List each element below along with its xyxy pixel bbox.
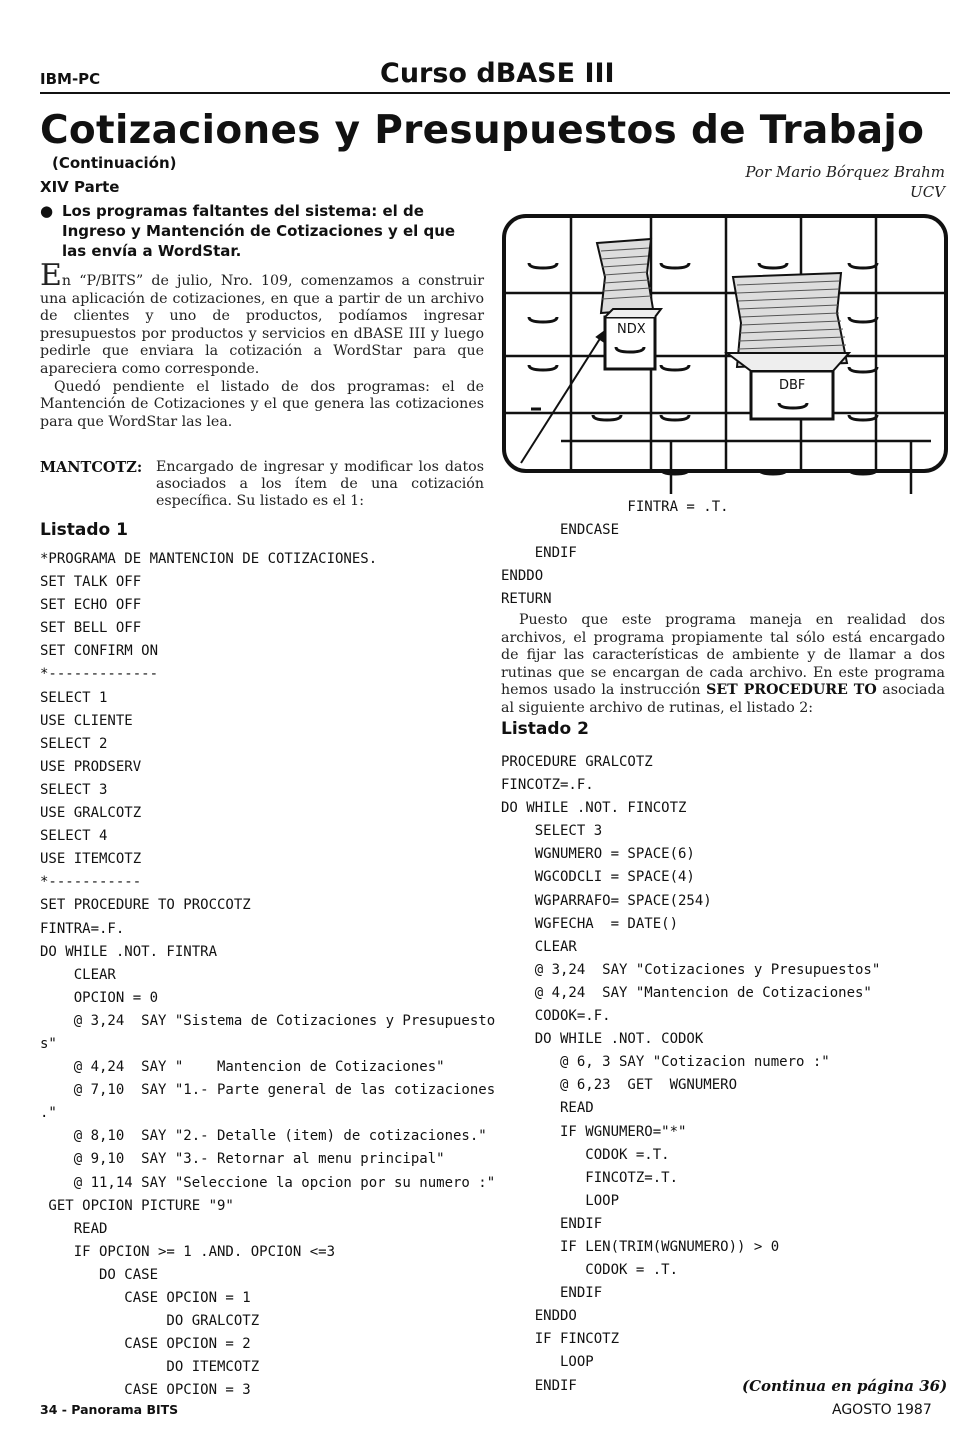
author-name: Por Mario Bórquez Brahm bbox=[745, 163, 945, 181]
article-title: Cotizaciones y Presupuestos de Trabajo bbox=[40, 108, 925, 153]
footer-page-label: 34 - Panorama BITS bbox=[40, 1402, 179, 1417]
listado-1-heading: Listado 1 bbox=[40, 520, 128, 540]
author-affiliation: UCV bbox=[910, 183, 945, 201]
intro-text bbox=[40, 258, 484, 431]
mantcotz-description: Encargado de ingresar y modificar los datos asociados a los ítem de una cotización específica. Su listado es el 1: bbox=[156, 459, 484, 509]
file-cabinet-illustration bbox=[501, 213, 949, 494]
summary-bullet bbox=[40, 201, 484, 261]
series-title: Curso dBASE III bbox=[380, 58, 615, 89]
listado-1-code: *PROGRAMA DE MANTENCION DE COTIZACIONES. SET TALK OFF SET ECHO OFF SET BELL OFF SET CONFIRM ON *------------- SELECT 1 USE CLIENTE SELECT 2 USE PRODSERV SELECT 3 USE GRALCOTZ SELECT 4 USE ITEMCOTZ *----------- SET PROCEDURE TO PROCCOTZ FINTRA=.F. DO WHILE .NOT. FINTRA CLEAR OPCION = 0 @ 3,24 SAY "Sistema de Cotizaciones y Presupuesto s" @ 4,24 SAY " Mantencion de Cotizaciones" @ 7,10 SAY "1.- Parte general de las cotizaciones ." @ 8,10 SAY "2.- Detalle (item) de cotizaciones." @ 9,10 SAY "3.- Retornar al menu principal" @ 11,14 SAY "Seleccione la opcion por su numero :" GET OPCION PICTURE "9" READ IF OPCION >= 1 .AND. OPCION <=3 DO CASE CASE OPCION = 1 DO GRALCOTZ CASE OPCION = 2 DO ITEMCOTZ CASE OPCION = 3 bbox=[40, 551, 496, 1399]
listado-2-heading: Listado 2 bbox=[501, 719, 589, 739]
drop-cap: E bbox=[40, 258, 62, 293]
section-label: IBM-PC bbox=[40, 70, 101, 88]
intro-paragraph-1-text: n “P/BITS” de julio, Nro. 109, comenzamos a construir una aplicación de cotizaciones, en que a partir de un archivo de clientes y uno de productos, podíamos ingresar presupuestos por productos y servicios en dBASE III y luego pedirle que enviara la cotización a WordStar para que apareciera como corresponde. bbox=[40, 273, 484, 377]
part-label: XIV Parte bbox=[40, 178, 120, 196]
listado-1-code-continued: FINTRA = .T. ENDCASE ENDIF ENDDO RETURN bbox=[501, 499, 729, 608]
summary-text: Los programas faltantes del sistema: el de Ingreso y Mantención de Cotizaciones y el que las envía a WordStar. bbox=[62, 202, 456, 260]
body-paragraph-procedure-pre: Puesto que este programa maneja en realidad dos archivos, el programa propiamente tal sólo está encargado de fijar las características de ambiente y de llamar a dos rutinas que se encargan de cada archivo. En este programa hemos usado la instrucción bbox=[501, 612, 945, 698]
dbf-label: DBF bbox=[779, 378, 806, 393]
author-byline bbox=[700, 162, 945, 202]
continuation-label: (Continuación) bbox=[52, 154, 177, 172]
intro-paragraph-2: Quedó pendiente el listado de dos programas: el de Mantención de Cotizaciones y el que genera las cotizaciones para que WordStar las lea. bbox=[40, 378, 484, 430]
body-paragraph-procedure bbox=[501, 612, 945, 717]
set-procedure-keyword: SET PROCEDURE TO bbox=[706, 682, 877, 698]
intro-paragraph-1 bbox=[40, 258, 484, 379]
ndx-label: NDX bbox=[617, 322, 646, 337]
mantcotz-term: MANTCOTZ: bbox=[40, 459, 143, 476]
header-rule bbox=[40, 92, 950, 94]
footer-continued-note: (Continua en página 36) bbox=[742, 1377, 948, 1395]
bullet-icon: ● bbox=[40, 202, 54, 220]
listado-2-code: PROCEDURE GRALCOTZ FINCOTZ=.F. DO WHILE .NOT. FINCOTZ SELECT 3 WGNUMERO = SPACE(6) WGCODCLI = SPACE(4) WGPARRAFO= SPACE(254) WGFECHA = DATE() CLEAR @ 3,24 SAY "Cotizaciones y Presupuestos" @ 4,24 SAY "Mantencion de Cotizaciones" CODOK=.F. DO WHILE .NOT. CODOK @ 6, 3 SAY "Cotizacion numero :" @ 6,23 GET WGNUMERO READ IF WGNUMERO="*" CODOK =.T. FINCOTZ=.T. LOOP ENDIF IF LEN(TRIM(WGNUMERO)) > 0 CODOK = .T. ENDIF ENDDO IF FINCOTZ LOOP ENDIF bbox=[501, 754, 881, 1394]
body-paragraph-procedure-post: asociada al siguiente archivo de rutinas, el listado 2: bbox=[501, 682, 946, 716]
footer-issue-date: AGOSTO 1987 bbox=[832, 1402, 932, 1418]
